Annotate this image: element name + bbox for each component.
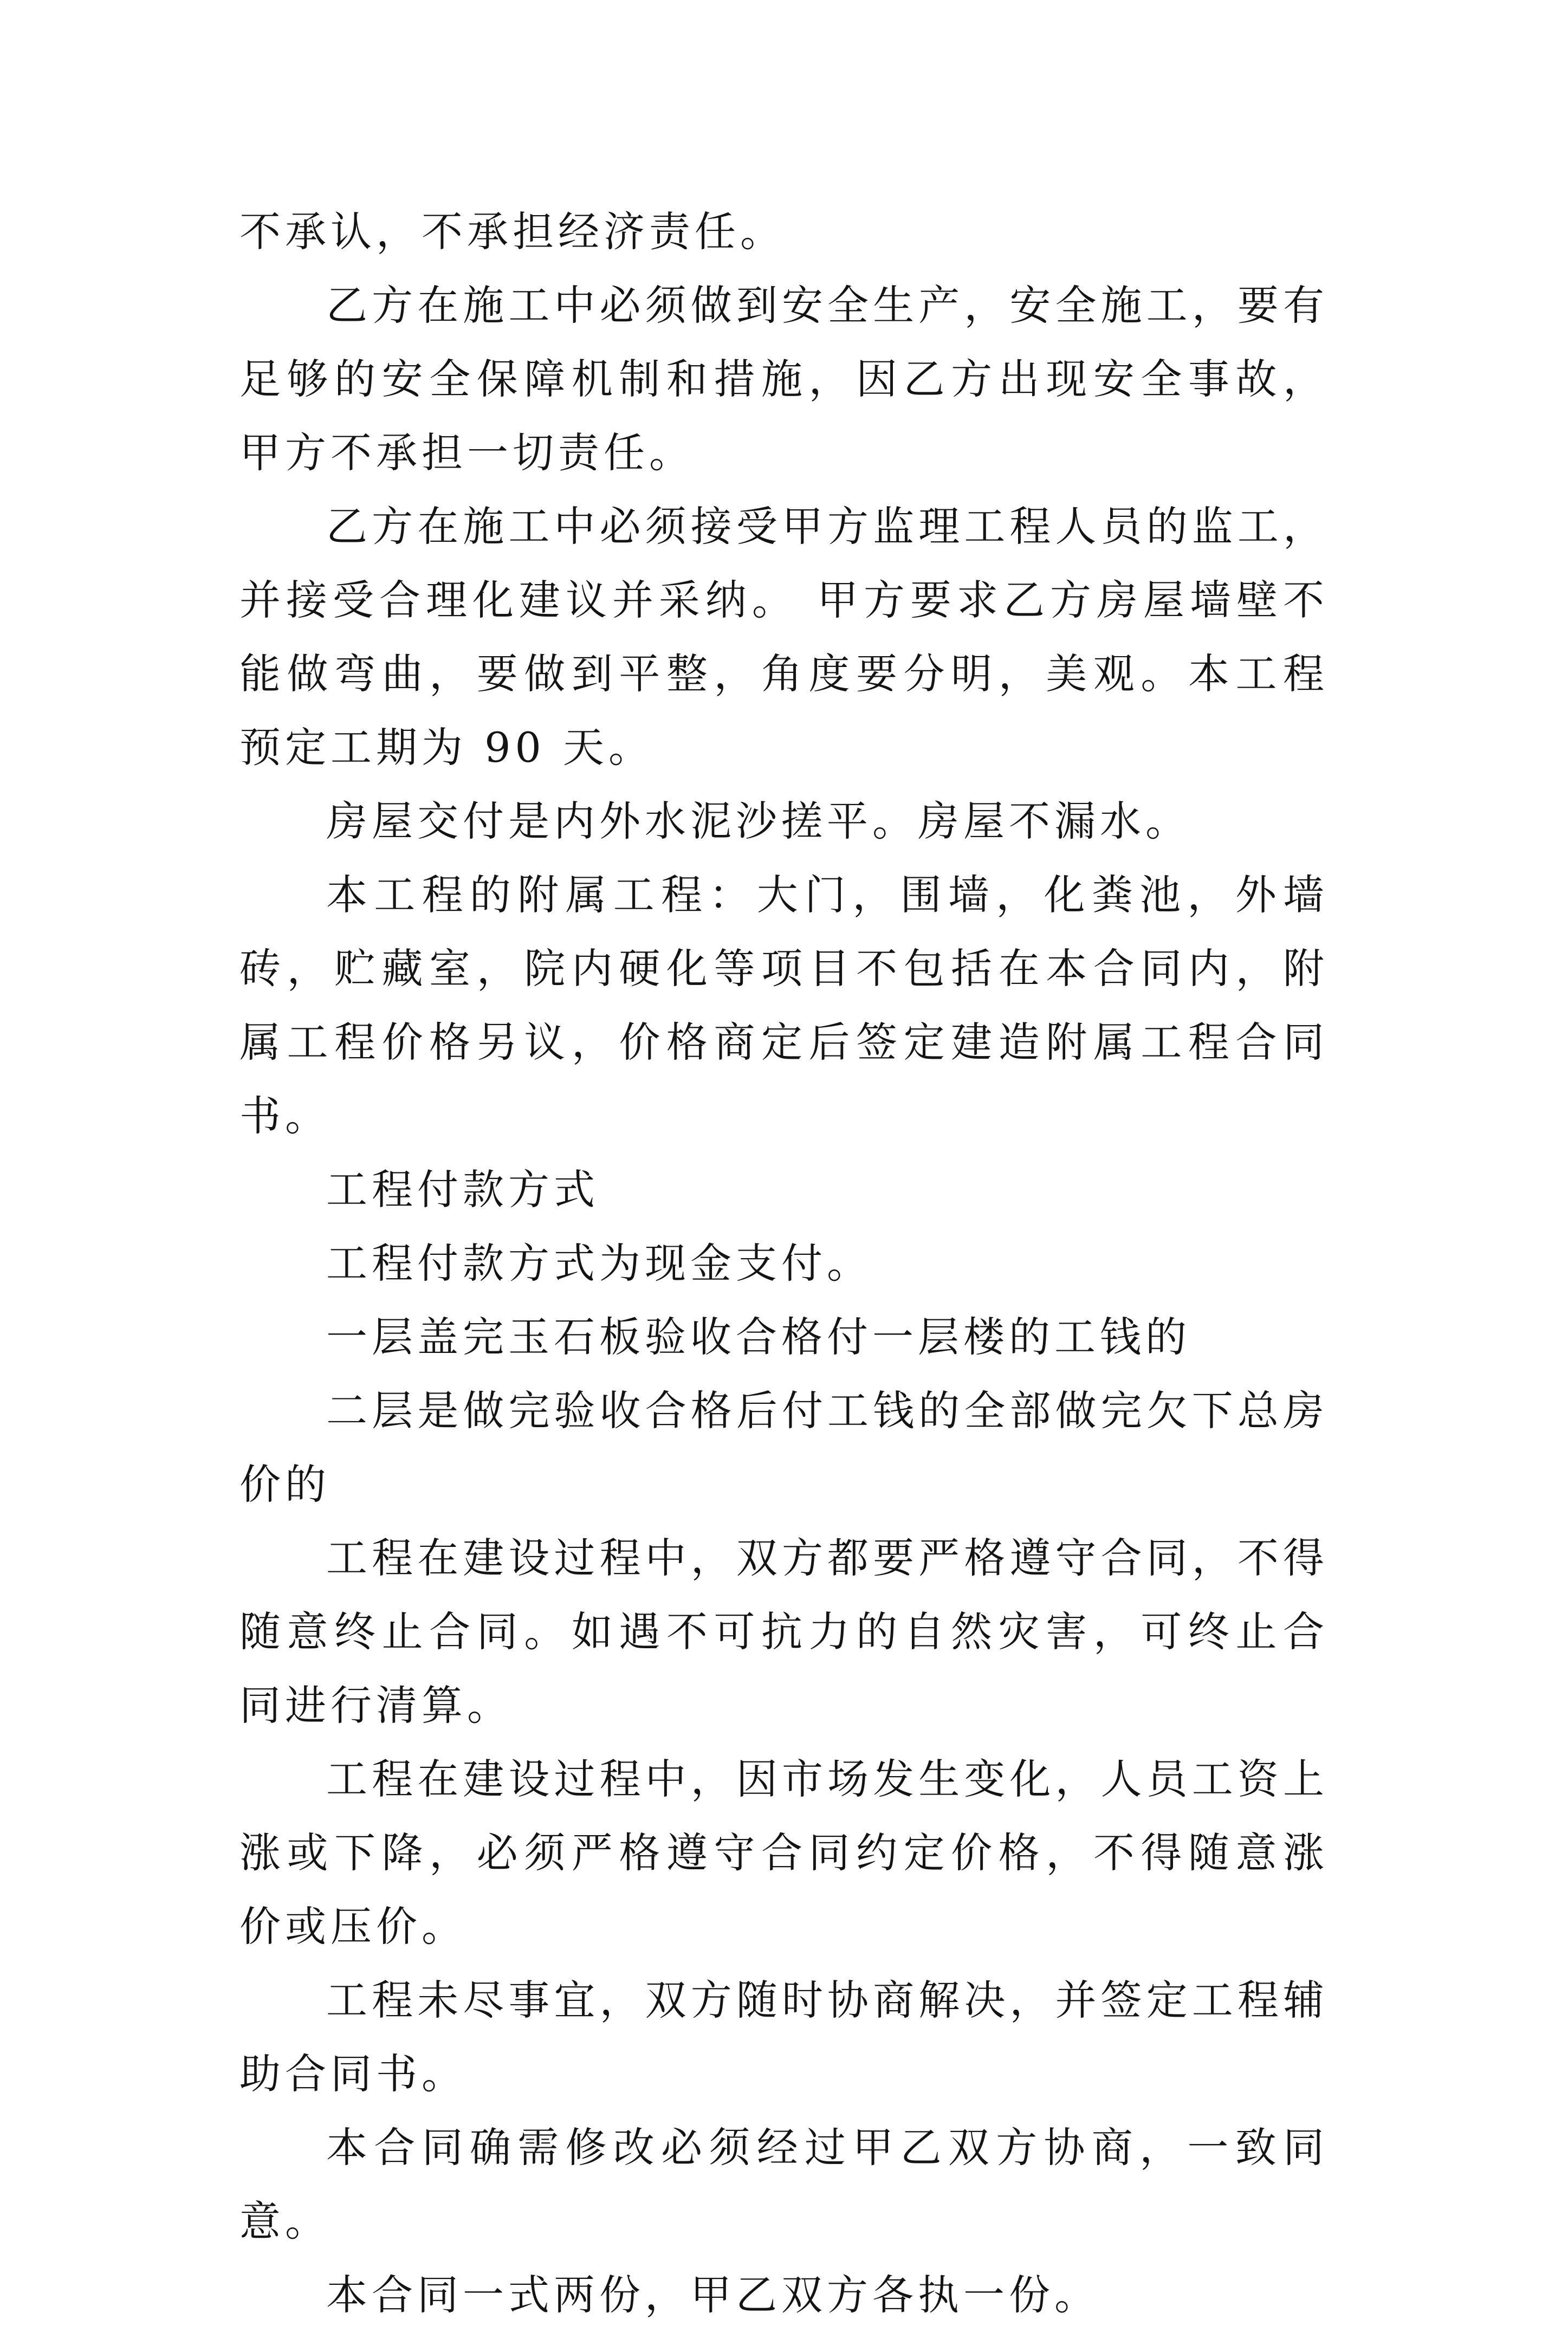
paragraph-price-lock: 工程在建设过程中，因市场发生变化，人员工资上涨或下降，必须严格遵守合同约定价格，不得随意涨价或压价。 <box>239 1755 1329 1951</box>
paragraph-supervision: 乙方在施工中必须接受甲方监理工程人员的监工，并接受合理化建议并采纳。 甲方要求乙方房屋墙壁不能做弯曲，要做到平整，角度要分明，美观。本工程预定工期为 90 天。 <box>239 502 1329 772</box>
paragraph-payment-heading: 工程付款方式 <box>326 1165 599 1214</box>
paragraph-safety: 乙方在施工中必须做到安全生产，安全施工，要有足够的安全保障机制和措施，因乙方出现安全事故，甲方不承担一切责任。 <box>239 281 1329 477</box>
paragraph-first-floor-payment: 一层盖完玉石板验收合格付一层楼的工钱的 <box>326 1313 1191 1361</box>
paragraph-payment-method: 工程付款方式为现金支付。 <box>326 1239 872 1287</box>
document-body <box>239 195 1329 2332</box>
paragraph-unresolved-matters: 工程未尽事宜，双方随时协商解决，并签定工程辅助合同书。 <box>239 1976 1329 2098</box>
paragraph-second-floor-payment: 二层是做完验收合格后付工钱的全部做完欠下总房价的 <box>239 1387 1329 1508</box>
paragraph-copies: 本合同一式两份，甲乙双方各执一份。 <box>326 2271 1100 2319</box>
paragraph-ancillary-works: 本工程的附属工程：大门，围墙，化粪池，外墙砖，贮藏室，院内硬化等项目不包括在本合同内，附属工程价格另议，价格商定后签定建造附属工程合同书。 <box>239 871 1329 1140</box>
paragraph-amendment: 本合同确需修改必须经过甲乙双方协商，一致同意。 <box>239 2123 1329 2245</box>
paragraph-contract-compliance: 工程在建设过程中，双方都要严格遵守合同，不得随意终止合同。如遇不可抗力的自然灾害，可终止合同进行清算。 <box>239 1534 1329 1729</box>
paragraph-continuation: 不承认，不承担经济责任。 <box>239 208 786 256</box>
paragraph-delivery: 房屋交付是内外水泥沙搓平。房屋不漏水。 <box>326 797 1191 845</box>
